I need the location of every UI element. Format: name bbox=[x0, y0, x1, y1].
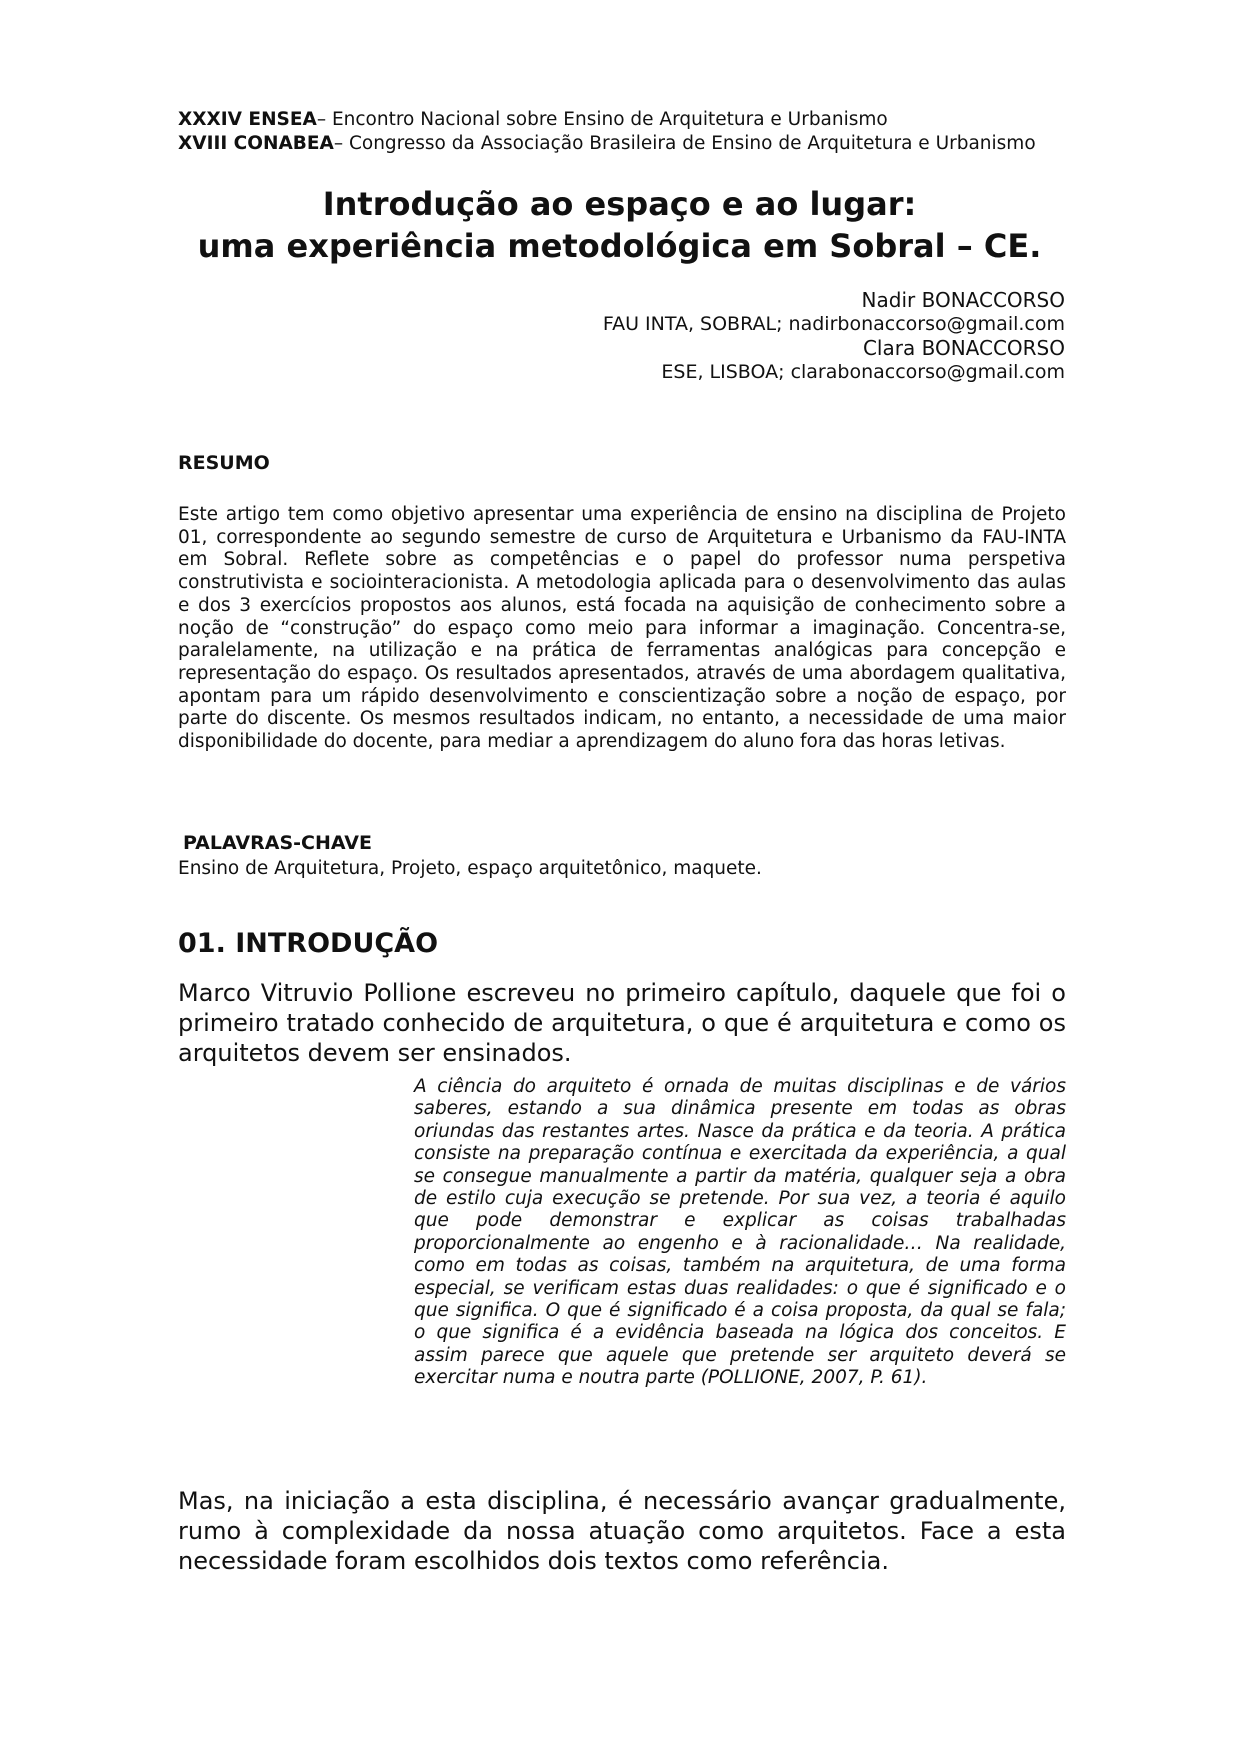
abstract-heading: RESUMO bbox=[178, 452, 270, 474]
conference-1-acronym: XXXIV ENSEA bbox=[178, 109, 317, 130]
keywords-heading: PALAVRAS-CHAVE bbox=[183, 832, 372, 854]
conference-2-name: – Congresso da Associação Brasileira de Ensino de Arquitetura e Urbanismo bbox=[333, 133, 1036, 154]
conference-header bbox=[178, 108, 1078, 156]
conference-2-acronym: XVIII CONABEA bbox=[178, 133, 334, 154]
abstract-body: Este artigo tem como objetivo apresentar uma experiência de ensino na disciplina de Projeto 01, correspondente ao segundo semestre de curso de Arquitetura e Urbanismo da FAU-INTA em Sobral. Reflete sobre as competências e o papel do professor numa perspetiva construtivista e sociointeracionista. A metodologia aplicada para o desenvolvimento das aulas e dos 3 exercícios propostos aos alunos, está focada na aquisição de conhecimento sobre a noção de “construção” do espaço como meio para informar a imaginação. Concentra-se, paralelamente, na utilização e na prática de ferramentas analógicas para concepção e representação do espaço. Os resultados apresentados, através de uma abordagem qualitativa, apontam para um rápido desenvolvimento e conscientização sobre a noção de espaço, por parte do discente. Os mesmos resultados indicam, no entanto, a necessidade de uma maior disponibilidade do docente, para mediar a aprendizagem do aluno fora das horas letivas. bbox=[178, 504, 1066, 753]
introduction-heading: 01. INTRODUÇÃO bbox=[178, 928, 439, 959]
keywords-body: Ensino de Arquitetura, Projeto, espaço arquitetônico, maquete. bbox=[178, 858, 762, 879]
author-1-affiliation: FAU INTA, SOBRAL; nadirbonaccorso@gmail.com bbox=[602, 313, 1065, 335]
author-2-affiliation: ESE, LISBOA; clarabonaccorso@gmail.com bbox=[661, 361, 1065, 383]
closing-paragraph: Mas, na iniciação a esta disciplina, é necessário avançar gradualmente, rumo à complexidade da nossa atuação como arquitetos. Face a esta necessidade foram escolhidos dois textos como referência. bbox=[178, 1487, 1066, 1575]
author-1-name: Nadir BONACCORSO bbox=[861, 288, 1065, 312]
paper-title bbox=[150, 183, 1089, 267]
conference-line-2 bbox=[178, 132, 1078, 156]
title-line-1: Introdução ao espaço e ao lugar: bbox=[322, 185, 917, 223]
title-line-2: uma experiência metodológica em Sobral – CE. bbox=[197, 227, 1042, 265]
author-2-name: Clara BONACCORSO bbox=[862, 336, 1065, 360]
conference-1-name: – Encontro Nacional sobre Ensino de Arquitetura e Urbanismo bbox=[316, 109, 888, 130]
introduction-paragraph: Marco Vitruvio Pollione escreveu no primeiro capítulo, daquele que foi o primeiro tratado conhecido de arquitetura, o que é arquitetura e como os arquitetos devem ser ensinados. bbox=[178, 979, 1066, 1067]
conference-line-1 bbox=[178, 108, 1078, 132]
vitruvius-block-quote: A ciência do arquiteto é ornada de muitas disciplinas e de vários saberes, estando a sua dinâmica presente em todas as obras oriundas das restantes artes. Nasce da prática e da teoria. A prática consiste na preparação contínua e exercitada da experiência, a qual se consegue manualmente a partir da matéria, qualquer seja a obra de estilo cuja execução se pretende. Por sua vez, a teoria é aquilo que pode demonstrar e explicar as coisas trabalhadas proporcionalmente ao engenho e à racionalidade… Na realidade, como em todas as coisas, também na arquitetura, de uma forma especial, se verificam estas duas realidades: o que é significado e o que significa. O que é significado é a coisa proposta, da qual se fala; o que significa é a evidência baseada na lógica dos conceitos. E assim parece que aquele que pretende ser arquiteto deverá se exercitar numa e noutra parte (POLLIONE, 2007, P. 61). bbox=[414, 1076, 1066, 1389]
author-block bbox=[560, 288, 1065, 384]
